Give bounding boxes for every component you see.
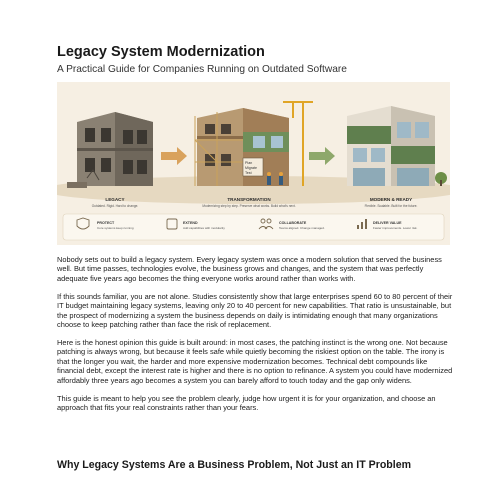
body-paragraph: Here is the honest opinion this guide is built around: in most cases, the patching instinct is the wrong one. Not because patching is always wrong, but because it feels safe while quietly becoming the riskiest option on the table. The irony is that the longer you wait, the harder and more expensive modernization becomes. Technical debt compounds like financial debt, except the interest rate is higher and there is no option to refinance. A system you could have modernized affordably three years ago becomes a system you can barely afford to touch today and the gap only widens. [57,338,453,385]
modernization-illustration [57,82,450,245]
stage-caption-transformation: Modernizing step by step. Preserve what works. Build what's next. [202,204,296,208]
stage-caption-modern: Flexible. Scalable. Built for the future. [364,204,418,208]
benefit-caption: Core systems keep running [97,226,134,230]
modern-building [347,106,447,186]
benefit-title: DELIVER VALUE [373,221,402,225]
benefit-title: COLLABORATE [279,221,307,225]
sign-line-1: Plan [245,161,253,165]
worker-helmet [279,172,283,176]
stage-label-legacy: LEGACY [105,197,125,202]
document-subtitle: A Practical Guide for Companies Running on Outdated Software [57,64,347,75]
sign-line-3: Test [245,171,252,175]
document-title: Legacy System Modernization [57,44,265,60]
legacy-building [67,112,153,188]
stage-label-transformation: TRANSFORMATION [227,197,271,202]
body-paragraph: Nobody sets out to build a legacy system. Every legacy system was once a modern solution that served the business well. But time passes, technologies evolve, the business grows and changes, and the system that was perfectly adequate five years ago becomes the thing everyone works around rather than works with. [57,255,442,283]
benefit-caption: Add capabilities with modularity [183,226,225,230]
sign-line-2: Migrate [245,166,257,170]
stage-caption-legacy: Outdated. Rigid. Hard to change. [91,204,139,208]
body-paragraph: If this sounds familiar, you are not alone. Studies consistently show that large enterprises spend 60 to 80 percent of their IT budget maintaining legacy systems, leaving only 20 to 40 percent for new capabilities. That ratio is unsustainable, but the prospect of modernizing a system the business depends on daily is intimidating enough that many organizations choose to keep patching rather than face the risk of replacement. [57,291,453,330]
worker-helmet [267,172,271,176]
section-heading: Why Legacy Systems Are a Business Problem, Not Just an IT Problem [57,459,412,471]
document-body [57,255,453,421]
body-paragraph: This guide is meant to help you see the problem clearly, judge how urgent it is for your organization, and choose an approach that fits your real constraints rather than your fears. [57,393,436,413]
stage-label-modern: MODERN & READY [369,197,413,202]
benefit-caption: Faster improvements. Lower risk. [373,226,418,230]
illustration-svg [57,82,450,245]
benefit-caption: Teams aligned. Change managed. [279,226,325,230]
benefit-title: EXTEND [183,221,198,225]
benefit-title: PROTECT [97,221,115,225]
